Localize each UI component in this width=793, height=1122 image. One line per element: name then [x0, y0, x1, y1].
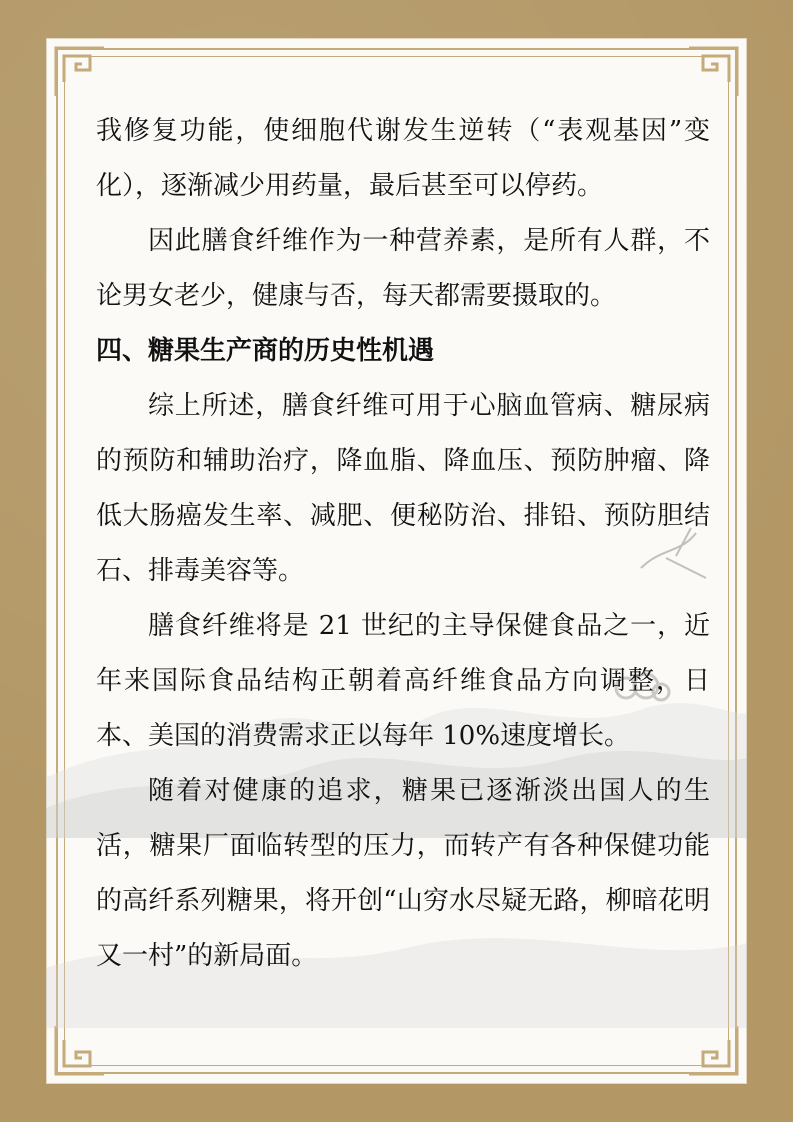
- article-body: [96, 104, 710, 984]
- corner-ornament-icon: [50, 42, 110, 102]
- body-paragraph: 膳食纤维将是 21 世纪的主导保健食品之一，近年来国际食品结构正朝着高纤维食品方向调整，日本、美国的消费需求正以每年 10%速度增长。: [96, 611, 710, 751]
- section-heading: 四、糖果生产商的历史性机遇: [96, 336, 435, 366]
- corner-ornament-icon: [50, 1020, 110, 1080]
- body-paragraph: 我修复功能，使细胞代谢发生逆转（“表观基因”变化），逐渐减少用药量，最后甚至可以停药。: [96, 116, 710, 201]
- corner-ornament-icon: [683, 42, 743, 102]
- body-paragraph: 因此膳食纤维作为一种营养素，是所有人群，不论男女老少，健康与否，每天都需要摄取的。: [96, 226, 710, 311]
- body-paragraph: 综上所述，膳食纤维可用于心脑血管病、糖尿病的预防和辅助治疗，降血脂、降血压、预防肿瘤、降低大肠癌发生率、减肥、便秘防治、排铅、预防胆结石、排毒美容等。: [96, 391, 710, 586]
- corner-ornament-icon: [683, 1020, 743, 1080]
- body-paragraph: 随着对健康的追求，糖果已逐渐淡出国人的生活，糖果厂面临转型的压力，而转产有各种保健功能的高纤系列糖果，将开创“山穷水尽疑无路，柳暗花明又一村”的新局面。: [96, 776, 710, 971]
